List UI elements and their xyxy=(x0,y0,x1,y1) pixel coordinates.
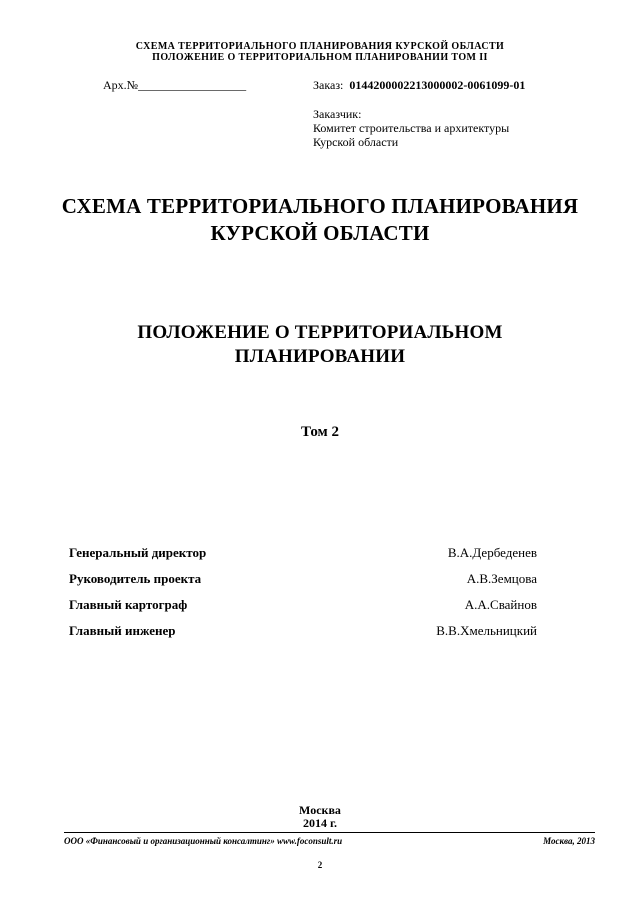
document-subtitle-line-2: ПЛАНИРОВАНИИ xyxy=(234,346,406,367)
signatory-name-1: В.А.Дербеденев xyxy=(447,545,537,560)
footer-place-year: Москва, 2013 xyxy=(543,836,595,846)
signatory-role-3: Главный картограф xyxy=(69,597,188,612)
archive-blank: __________________ xyxy=(138,78,247,92)
document-subtitle-line-1: ПОЛОЖЕНИЕ О ТЕРРИТОРИАЛЬНОМ xyxy=(137,322,503,343)
place-city: Москва xyxy=(299,803,341,817)
archive-number xyxy=(103,78,246,92)
document-title-line-1: СХЕМА ТЕРРИТОРИАЛЬНОГО ПЛАНИРОВАНИЯ xyxy=(61,194,579,218)
signatory-role-2: Руководитель проекта xyxy=(69,571,202,586)
document-title-line-2: КУРСКОЙ ОБЛАСТИ xyxy=(210,221,430,245)
customer-label: Заказчик: xyxy=(313,107,362,121)
footer-divider xyxy=(64,832,595,833)
signatory-name-2: А.В.Земцова xyxy=(466,571,537,586)
volume-label: Том 2 xyxy=(300,424,339,440)
order-number-value: 0144200002213000002-0061099-01 xyxy=(349,78,526,92)
archive-label: Арх.№ xyxy=(103,78,139,92)
page-number: 2 xyxy=(317,860,323,870)
customer-line-1: Комитет строительства и архитектуры xyxy=(313,121,510,135)
order-label: Заказ: xyxy=(313,78,344,92)
signatory-role-1: Генеральный директор xyxy=(69,545,207,560)
signatory-role-4: Главный инженер xyxy=(69,623,176,638)
signatory-name-3: А.А.Свайнов xyxy=(464,597,537,612)
running-header-line-2: ПОЛОЖЕНИЕ О ТЕРРИТОРИАЛЬНОМ ПЛАНИРОВАНИИ ТОМ II xyxy=(152,52,488,63)
running-header-line-1: СХЕМА ТЕРРИТОРИАЛЬНОГО ПЛАНИРОВАНИЯ КУРСКОЙ ОБЛАСТИ xyxy=(135,41,505,52)
place-year: 2014 г. xyxy=(302,816,338,830)
customer-line-2: Курской области xyxy=(313,135,399,149)
order-number xyxy=(313,78,525,92)
footer-company: ООО «Финансовый и организационный консалтинг» www.foconsult.ru xyxy=(64,836,343,846)
signatory-name-4: В.В.Хмельницкий xyxy=(436,623,537,638)
